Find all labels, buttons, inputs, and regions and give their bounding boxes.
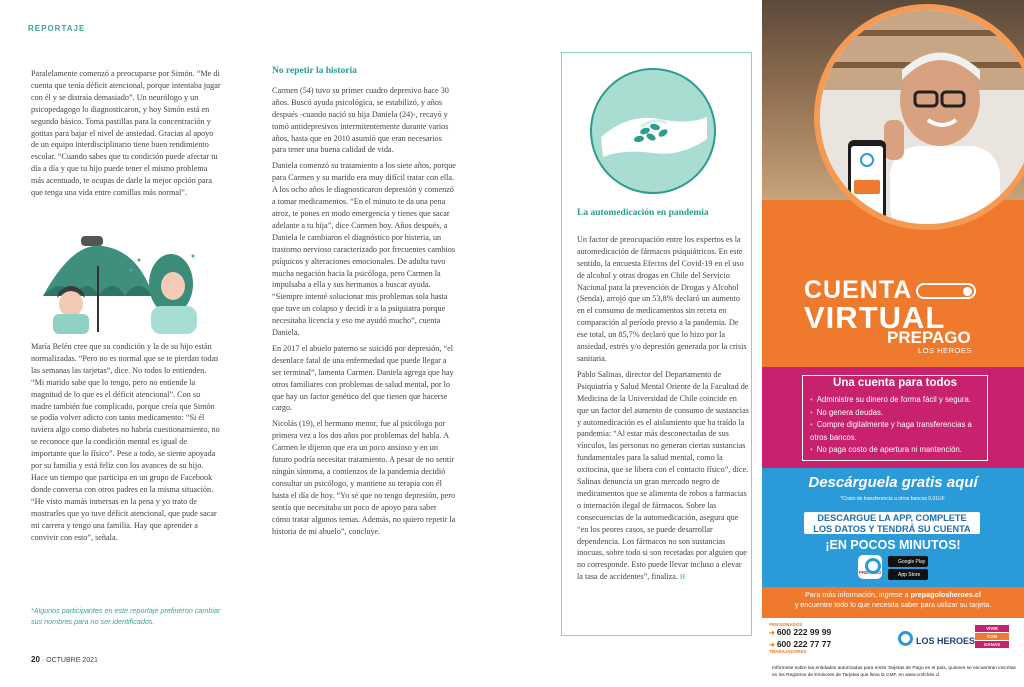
paragraph	[577, 369, 749, 584]
phone-label: TRABAJADORES	[769, 649, 807, 654]
benefit-item: • No genera deudas.	[810, 407, 985, 420]
ad-title-line3: PREPAGO	[887, 328, 971, 347]
cta-line1: DESCARGUE LA APP, COMPLETE	[817, 513, 967, 523]
page-number: 20	[31, 655, 40, 664]
man-with-phone-photo	[820, 10, 1024, 224]
benefit-item: • Administre su dinero de forma fácil y segura.	[810, 394, 985, 407]
page-folio	[31, 655, 98, 664]
phone-number[interactable]: ➜ 600 222 99 99	[769, 627, 859, 637]
footnote: *Algunos participantes en este reportaje prefirieron cambiar sus nombres para no ser identificados.	[31, 606, 221, 626]
advertisement	[762, 0, 1024, 687]
ad-title-brand: LOS HEROES	[918, 346, 972, 355]
vivir-word: GANAS	[975, 641, 1009, 648]
benefits-list	[810, 394, 985, 457]
article-column-1b	[31, 341, 221, 547]
app-store-badge[interactable]: App Store	[888, 569, 928, 580]
sidebar-column	[577, 208, 749, 588]
cta-box	[804, 512, 980, 534]
vivir-con-ganas-logo	[975, 625, 1009, 649]
los-heroes-logo: LOS HEROES	[898, 631, 975, 646]
info-pre: Para más información, ingrese a	[805, 590, 911, 599]
info-url[interactable]: prepagolosheroes.cl	[910, 590, 981, 599]
download-note: *Costo de transferencia a otros bancos 0,01UF.	[840, 496, 946, 502]
vivir-word: CON	[975, 633, 1009, 640]
phone-trabajadores	[769, 639, 859, 654]
ad-info-text	[762, 588, 1024, 618]
prepago-app-icon: PREPAGO	[858, 555, 882, 579]
subheading: No repetir la historia	[272, 66, 357, 76]
article-column-2	[272, 66, 456, 541]
ad-title-line1: CUENTA	[804, 276, 913, 304]
ad-footer	[762, 618, 1024, 687]
info-post: y encuentre todo lo que necesita saber para utilizar su tarjeta.	[794, 600, 992, 609]
google-play-badge[interactable]: Google Play	[888, 556, 928, 567]
ad-title-line2: VIRTUAL	[804, 300, 946, 335]
section-tag: REPORTAJE	[28, 24, 86, 33]
phone-label: PENSIONADOS	[769, 622, 803, 627]
cta-big: ¡EN POCOS MINUTOS!	[825, 538, 961, 552]
vivir-word: VIVIR	[975, 625, 1009, 632]
paragraph: Un factor de preocupación entre los expertos es la automedicación de fármacos psiquiátricos. En este sentido, la encuesta Efectos del Covid-19 en el uso de alcohol y otras drogas en Chile del Servicio Nacional para la prevención de Drogas y Alcohol (Senda), arrojó que un 53,8% declaró un aumento en el consumo de medicamentos sin receta en comparación al período previo a la pandemia. De ese total, un 85,7% declaró que lo hizo por la ansiedad, estrés y/o depresión generada por la crisis sanitaria.	[577, 234, 747, 363]
umbrella-illustration	[43, 236, 209, 334]
benefit-item: • No paga costo de apertura ni mantención.	[810, 444, 985, 457]
phone-number[interactable]: ➜ 600 222 77 77	[769, 639, 859, 649]
paragraph: María Belén cree que su condición y la de su hijo están normalizadas. “Pero no es normal que se te pierdan todas las semanas las tarjetas”, dice. No todos lo entienden. “Mi marido sabe que lo tengo, pero no entiende la magnitud de lo que es el déficit atencional”. Con su madre también fue complicado, porque creía que Simón se podía volver adicto con tanto medicamento: “Si él tuviera algo como diabetes no habría cuestionamiento, no se reconoce que la condición mental es igual de importante que lo físico”. Pese a todo, se siente apoyada por su familia y está feliz con los avances de su hijo. Hace un tiempo que participa en un grupo de Facebook donde conversa con otros padres en la misma situación. “He visto mamás inmersas en la pena y yo trato de mostrarles que yo tuve déficit atencional, que pude sacar mi carrera y tengo una familia. Hay que aprender a convivir con esto”, señala.	[31, 342, 220, 542]
benefits-panel	[762, 367, 1024, 468]
sidebar-heading: La automedicación en pandemia	[577, 208, 709, 218]
paragraph: Paralelamente comenzó a preocuparse por Simón. “Me di cuenta que tenía déficit atencional, porque intentaba jugar con él y se distraía demasiado”. Un neurólogo y un psicopedagogo lo diagnosticaron, y hoy Simón está en segundo básico. Toma pastillas para la concentración y gotitas para bajar el nivel de ansiedad. Gracias al apoyo de un equipo interdisciplinario tiene buen rendimiento escolar. “Cuando sabes que tu condición puede afectar tu día a día y que tu hijo puede tener el mismo problema más acentuado, te ocupas de darle la mejor opción para que tenga una vida entre comillas más normal”.	[31, 69, 221, 198]
paragraph: En 2017 el abuelo paterno se suicidó por depresión, “el desenlace fatal de una enfermedad que puede llegar a ser terminal”, lamenta Carmen. Daniela agrega que hay otros familiares con problemas de salud mental, por lo que hay un factor genético del que tienen que hacerse cargo.	[272, 343, 454, 413]
issue-date: · OCTUBRE 2021	[41, 657, 98, 664]
paragraph: Carmen (54) tuvo su primer cuadro depresivo hace 30 años. Buscó ayuda psicológica, se estabilizó, y años después -cuando nació su hija Daniela (24)-, recayó y tomó antidepresivos intermitentemente durante varios años, hasta que en 2010 asumió que eran necesarios para tener una buena calidad de vida.	[272, 85, 449, 155]
benefit-item: • Compre digitalmente y haga transferencias a otros bancos.	[810, 419, 985, 444]
phone-pensionados	[769, 622, 859, 637]
end-mark: H	[679, 573, 686, 582]
ad-photo-circle	[814, 4, 1024, 230]
download-title: Descárguela gratis aquí	[808, 474, 978, 491]
benefits-title: Una cuenta para todos	[833, 377, 957, 389]
paragraph-text: Pablo Salinas, director del Departamento de Psiquiatría y Salud Mental Oriente de la Facultad de Medicina de la Universidad de Chile coincide en que un factor del aumento de consumo de sustancias y automedicación es el aislamiento que ha traído la pandemia: “Al estar más desconectadas de sus vínculos, las personas no generan ciertas sustancias fundamentales para la salud mental, como la oxitocina, que se libera con el contacto físico”, dice. Salinas denuncia un gran mercado negro de medicamentos que se alimenta de robos a farmacias o internación ilegal de fármacos. Sobre las consecuencias de la automedicación, asegura que “en los peores casos, se puede desarrollar dependencia. Los fármacos no son sustancias inocuas, sobre todo si son recetadas por alguien que no corresponde. Esto puede llevar incluso a elevar la tasa de accidentes”, finaliza.	[577, 369, 749, 582]
paragraph: Daniela comenzó su tratamiento a los siete años, porque para Carmen y su marido era muy difícil tratar con ella. A los ocho años le diagnosticaron depresión y comenzó a tomar medicamentos. “En el minuto te da una pena atroz, te pones en modo emergencia y tienes que sacar adelante a tu hija”, dice Carmen hoy. Años después, a Daniela le cambiaron el diagnóstico por histeria, un trastorno nervioso caracterizado por frecuentes cambios psíquicos y alteraciones emocionales. De adulta tuvo mucha negación hacia la psicóloga, pero Carmen la impulsaba a ella y sus hermanos a buscar ayuda. “Siempre intenté solucionar mis problemas sola hasta que tuve un colapso y decidí ir a la psiquiatra porque necesitaba licencia y eso me ayudó mucho”, cuenta Daniela.	[272, 161, 456, 338]
paragraph: Nicolás (19), el hermano menor, fue al psicólogo por primera vez a los dos años por problemas del habla. A Carmen le dijeron que era un poco ansioso y en un futuro podría necesitar tratamiento. A pesar de no sentir ningún síntoma, a comienzos de la pandemia decidió consultar un psicólogo, y mantiene su terapia con él hasta el día de hoy. “Yo sé que no tengo depresión, pero sentía que necesitaba un poco de apoyo para saber cómo tratar algunos temas. Además, no quiero repetir la historia de mi abuelo”, concluye.	[272, 419, 456, 536]
pills-in-hand-illustration	[589, 67, 717, 195]
legal-disclaimer: Infórmese sobre las entidades autorizadas para emitir Tarjetas de Pago en el país, quienes se encuentran inscritas en los Registros de Emisores de Tarjetas que lleva la CMF, en www.cmfchile.cl.	[772, 666, 1016, 678]
article-column-1	[31, 68, 221, 203]
toggle-graphic	[916, 283, 976, 299]
cta-line2: LOS DATOS Y TENDRÁ SU CUENTA	[813, 524, 971, 534]
download-panel	[762, 468, 1024, 587]
